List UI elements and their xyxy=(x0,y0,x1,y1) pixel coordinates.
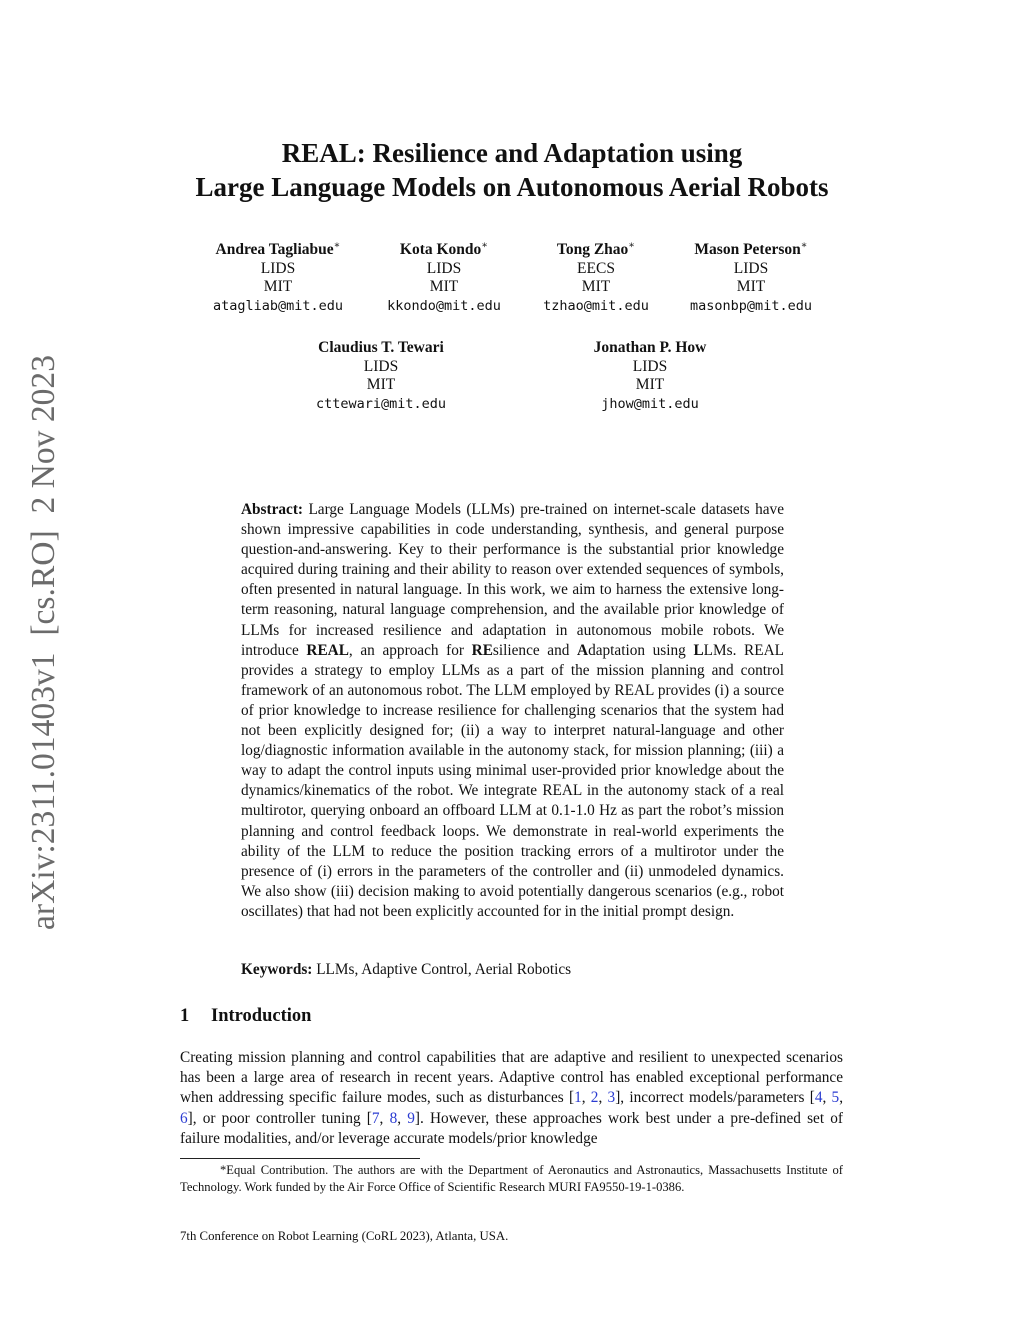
author-email: jhow@mit.edu xyxy=(601,395,699,412)
abstract-bold-term: L xyxy=(693,641,704,659)
author-dept: EECS xyxy=(577,259,615,277)
abstract-text: silience and xyxy=(492,641,578,659)
author-dept: LIDS xyxy=(632,357,668,375)
arxiv-stamp xyxy=(24,355,64,930)
venue-line: 7th Conference on Robot Learning (CoRL 2023), Atlanta, USA. xyxy=(180,1229,509,1243)
author-email: tzhao@mit.edu xyxy=(543,297,649,314)
intro-text: ], or poor controller tuning [ xyxy=(187,1109,372,1127)
author-email: masonbp@mit.edu xyxy=(690,297,812,314)
citation-link[interactable]: 4 xyxy=(814,1089,823,1107)
citation-separator: , xyxy=(598,1089,608,1107)
citation-link[interactable]: 6 xyxy=(180,1109,188,1127)
author-name: Claudius T. Tewari xyxy=(318,339,444,356)
author-name: Andrea Tagliabue xyxy=(215,241,334,259)
author-email: atagliab@mit.edu xyxy=(212,297,344,314)
footnote-divider xyxy=(180,1158,420,1159)
equal-contribution-mark: ∗ xyxy=(333,240,341,251)
author-name: Jonathan P. How xyxy=(593,339,707,356)
citation-separator: , xyxy=(379,1109,390,1127)
citation-link[interactable]: 7 xyxy=(371,1109,380,1127)
author-inst: MIT xyxy=(736,278,766,296)
citation-link[interactable]: 8 xyxy=(389,1109,398,1127)
citation-link[interactable]: 3 xyxy=(607,1089,616,1107)
section-title: Introduction xyxy=(211,1006,312,1026)
author-dept: LIDS xyxy=(363,357,399,375)
author-card xyxy=(316,339,446,413)
keywords-text: LLMs, Adaptive Control, Aerial Robotics xyxy=(312,961,572,978)
intro-text: ], incorrect models/parameters [ xyxy=(615,1089,815,1107)
abstract-text: daptation using xyxy=(588,641,694,659)
author-name: Mason Peterson xyxy=(694,241,801,259)
author-card xyxy=(594,339,707,413)
abstract-text: LMs. REAL provides a strategy to employ LLMs as a part of the mission planning and control framework of an autonomous robot. The LLM employed by REAL provides (i) a source of prior knowledge to increase resilience for challenging scenarios that the system had not been explicitly designed for; (ii) a way to interpret natural-language and other log/diagnostic information available in the autonomy stack, for mission planning; (iii) a way to adapt the control inputs using minimal user-provided prior knowledge about the dynamics/kinematics of the robot. We integrate REAL in the autonomy stack of a real multirotor, querying onboard an offboard LLM at 0.1-1.0 Hz as part the robot’s mission planning and control feedback loops. We demonstrate in real-world experiments the ability of the LLM to reduce the position tracking errors of a multirotor under the presence of (i) errors in the parameters of the controller and (ii) unmodeled dynamics. We also show (iii) decision making to avoid potentially dangerous scenarios (e.g., robot oscillates) that had not been explicitly accounted for in the initial prompt design. xyxy=(241,641,784,920)
intro-paragraph xyxy=(180,1048,843,1149)
section-number: 1 xyxy=(180,1006,190,1026)
author-inst: MIT xyxy=(635,376,665,393)
citation-separator: , xyxy=(397,1109,408,1127)
citation-separator: , xyxy=(581,1089,591,1107)
citation-link[interactable]: 9 xyxy=(407,1109,415,1127)
keywords-label: Keywords: xyxy=(241,961,313,978)
abstract-bold-term: A xyxy=(577,641,589,659)
section-heading xyxy=(180,1006,311,1027)
author-email: cttewari@mit.edu xyxy=(315,395,447,412)
author-card xyxy=(387,237,501,315)
author-card xyxy=(543,237,649,315)
citation-link[interactable]: 2 xyxy=(590,1089,599,1107)
author-dept: LIDS xyxy=(426,259,462,277)
author-inst: MIT xyxy=(581,278,611,296)
paper-title xyxy=(0,136,1024,204)
author-name: Tong Zhao xyxy=(556,241,629,259)
title-line-1: REAL: Resilience and Adaptation using xyxy=(281,138,743,168)
citation-separator: , xyxy=(839,1089,844,1107)
author-card xyxy=(690,237,812,315)
author-inst: MIT xyxy=(429,278,459,296)
title-line-2: Large Language Models on Autonomous Aerial Robots xyxy=(195,172,829,202)
author-email: kkondo@mit.edu xyxy=(387,297,501,314)
equal-contribution-mark: ∗ xyxy=(800,240,808,251)
equal-contribution-mark: ∗ xyxy=(628,240,636,251)
citation-link[interactable]: 1 xyxy=(574,1089,582,1107)
citation-separator: , xyxy=(822,1089,832,1107)
equal-contribution-mark: ∗ xyxy=(481,240,489,251)
author-dept: LIDS xyxy=(733,259,769,277)
keywords xyxy=(241,960,784,980)
abstract-text: , an approach for xyxy=(348,641,472,659)
abstract-bold-term: RE xyxy=(471,641,493,659)
footnote: *Equal Contribution. The authors are with the Department of Aeronautics and Astronautics, Massachusetts Institute of Technology. Work funded by the Air Force Office of Scientific Research MURI FA9550-19-1-0386. xyxy=(180,1163,843,1194)
author-card xyxy=(213,237,343,315)
abstract-label: Abstract: xyxy=(241,501,304,518)
author-name: Kota Kondo xyxy=(399,241,482,259)
arxiv-stamp-text: arXiv:2311.01403v1 [cs.RO] 2 Nov 2023 xyxy=(25,356,62,930)
author-inst: MIT xyxy=(366,376,396,393)
citation-link[interactable]: 5 xyxy=(831,1089,840,1107)
abstract-bold-term: REAL xyxy=(306,641,349,659)
intro-text: Creating mission planning and control capabilities that are adaptive and resilient to unexpected scenarios has been a large area of research in recent years. Adaptive control has enabled exceptional performance when addressing specific failure modes, such as disturbances [ xyxy=(180,1049,843,1107)
author-inst: MIT xyxy=(263,278,293,296)
abstract-text: Large Language Models (LLMs) pre-trained on internet-scale datasets have shown impressive capabilities in code understanding, synthesis, and general purpose question-and-answering. Key to their performance is the substantial prior knowledge acquired during training and their ability to reason over extended sequences of symbols, often presented in natural language. In this work, we aim to harness the extensive long-term reasoning, natural language comprehension, and the available prior knowledge of LLMs for increased resilience and adaptation in autonomous mobile robots. We introduce xyxy=(241,501,784,659)
abstract xyxy=(241,500,784,922)
author-dept: LIDS xyxy=(260,259,296,277)
intro-text: ]. However, these approaches work best under a pre-defined set of failure modalities, and/or leverage accurate models/prior knowledge xyxy=(180,1109,844,1147)
